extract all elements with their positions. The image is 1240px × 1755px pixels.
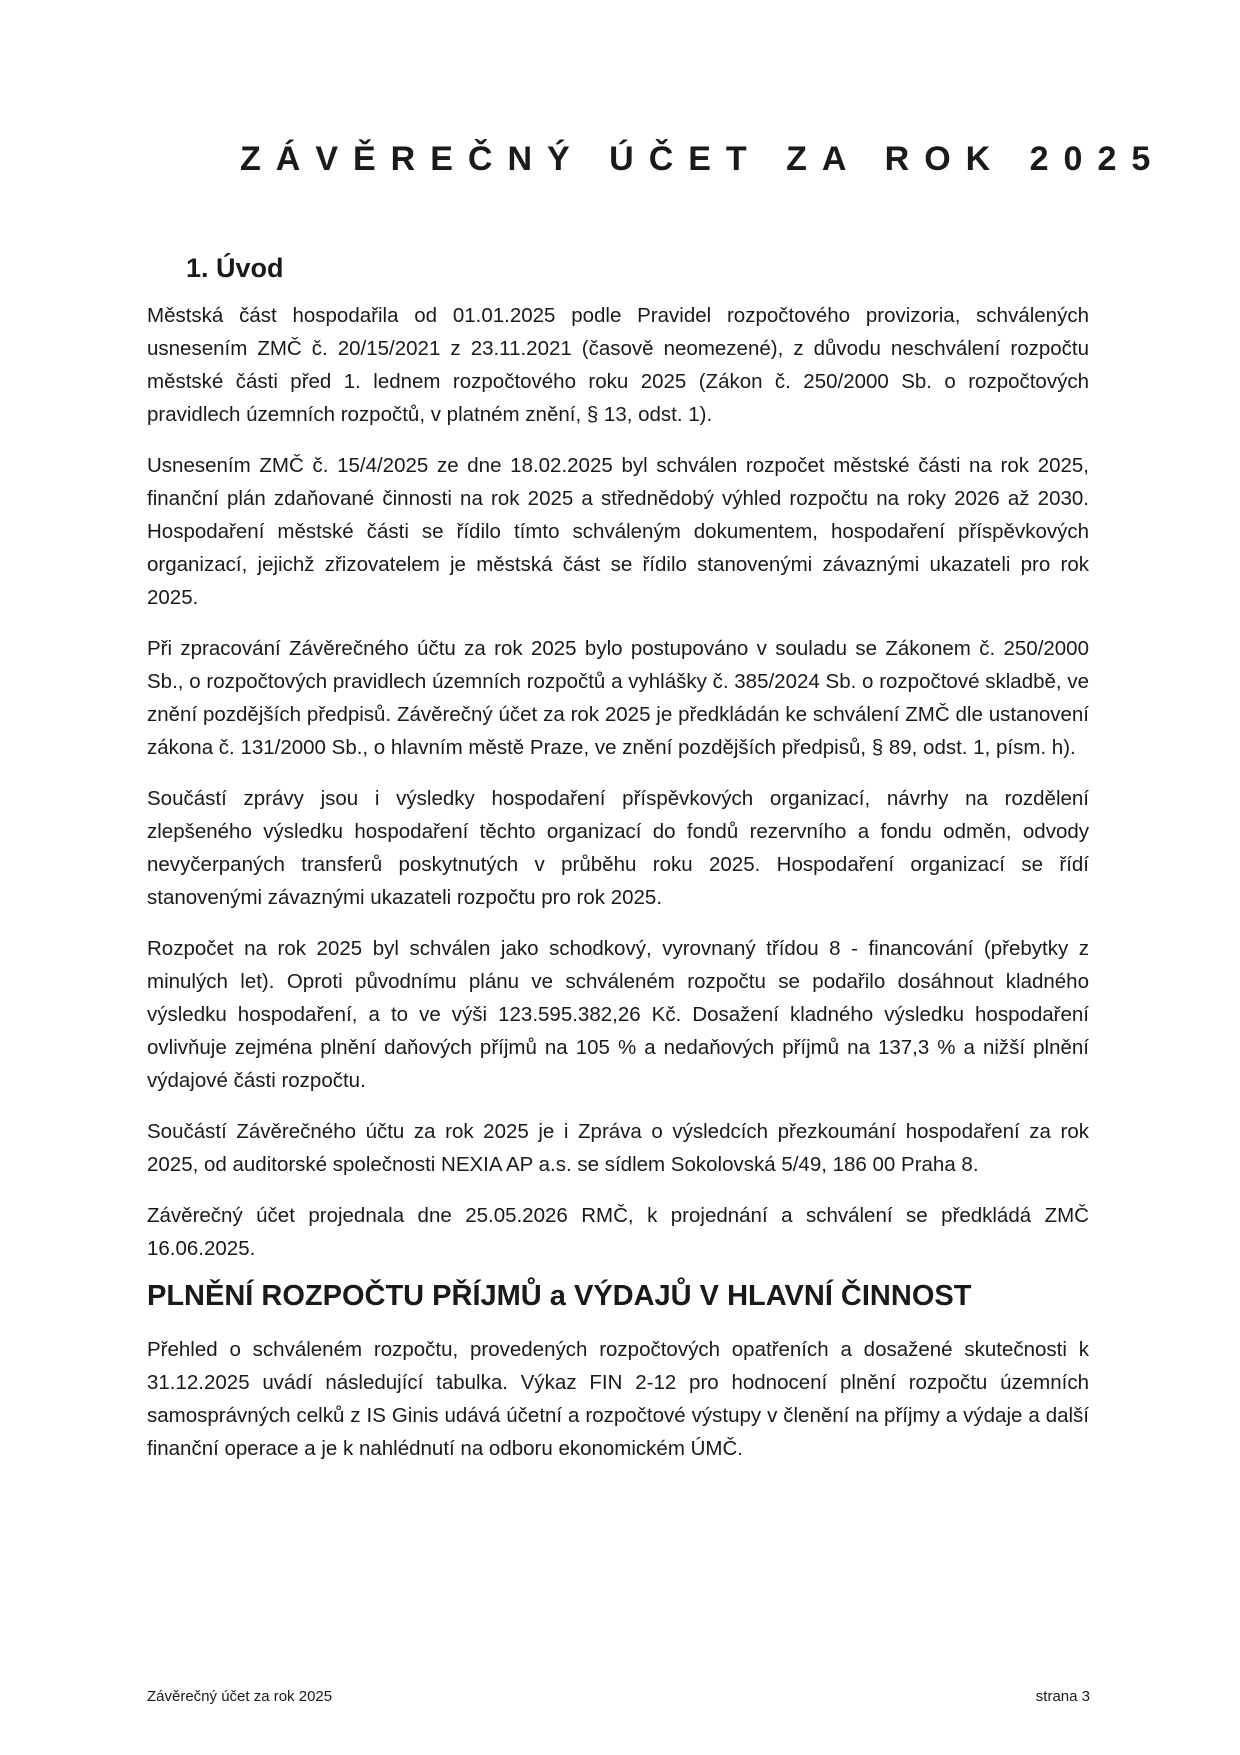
intro-body bbox=[147, 299, 1089, 1283]
paragraph: Součástí Závěrečného účtu za rok 2025 je i Zpráva o výsledcích přezkoumání hospodaření za rok 2025, od auditorské společnosti NEXIA AP a.s. se sídlem Sokolovská 5/49, 186 00 Praha 8. bbox=[147, 1120, 1089, 1176]
footer-document-name: Závěrečný účet za rok 2025 bbox=[147, 1688, 333, 1705]
major-section-body bbox=[147, 1333, 1089, 1465]
document-title: ZÁVĚREČNÝ ÚČET ZA ROK 2025 bbox=[240, 140, 1166, 178]
footer-page-number: strana 3 bbox=[1035, 1688, 1090, 1705]
paragraph: Rozpočet na rok 2025 byl schválen jako schodkový, vyrovnaný třídou 8 - financování (přebytky z minulých let). Oproti původnímu plánu ve schváleném rozpočtu se podařilo dosáhnout kladného výsledku hospodaření, a to ve výši 123.595.382,26 Kč. Dosažení kladného výsledku hospodaření ovlivňuje zejména plnění daňových příjmů na 105 % a nedaňových příjmů na 137,3 % a nižší plnění výdajové části rozpočtu. bbox=[147, 937, 1089, 1092]
section-heading-intro: 1. Úvod bbox=[186, 253, 284, 283]
paragraph: Přehled o schváleném rozpočtu, provedených rozpočtových opatřeních a dosažené skutečnosti k 31.12.2025 uvádí následující tabulka. Výkaz FIN 2-12 pro hodnocení plnění rozpočtu územních samosprávných celků z IS Ginis udává účetní a rozpočtové výstupy v členění na příjmy a výdaje a další finanční operace a je k nahlédnutí na odboru ekonomickém ÚMČ. bbox=[147, 1338, 1089, 1460]
paragraph: Závěrečný účet projednala dne 25.05.2026 RMČ, k projednání a schválení se předkládá ZMČ 16.06.2025. bbox=[147, 1204, 1089, 1260]
paragraph: Při zpracování Závěrečného účtu za rok 2025 bylo postupováno v souladu se Zákonem č. 250/2000 Sb., o rozpočtových pravidlech územních rozpočtů a vyhlášky č. 385/2024 Sb. o rozpočtové skladbě, ve znění pozdějších předpisů. Závěrečný účet za rok 2025 je předkládán ke schválení ZMČ dle ustanovení zákona č. 131/2000 Sb., o hlavním městě Praze, ve znění pozdějších předpisů, § 89, odst. 1, písm. h). bbox=[147, 637, 1089, 759]
paragraph: Součástí zprávy jsou i výsledky hospodaření příspěvkových organizací, návrhy na rozdělení zlepšeného výsledku hospodaření těchto organizací do fondů rezervního a fondu odměn, odvody nevyčerpaných transferů poskytnutých v průběhu roku 2025. Hospodaření organizací se řídí stanovenými závaznými ukazateli rozpočtu pro rok 2025. bbox=[147, 787, 1089, 909]
paragraph: Městská část hospodařila od 01.01.2025 podle Pravidel rozpočtového provizoria, schválených usnesením ZMČ č. 20/15/2021 z 23.11.2021 (časově neomezené), z důvodu neschválení rozpočtu městské části před 1. lednem rozpočtového roku 2025 (Zákon č. 250/2000 Sb. o rozpočtových pravidlech územních rozpočtů, v platném znění, § 13, odst. 1). bbox=[147, 304, 1089, 426]
paragraph: Usnesením ZMČ č. 15/4/2025 ze dne 18.02.2025 byl schválen rozpočet městské části na rok 2025, finanční plán zdaňované činnosti na rok 2025 a střednědobý výhled rozpočtu na roky 2026 až 2030. Hospodaření městské části se řídilo tímto schváleným dokumentem, hospodaření příspěvkových organizací, jejichž zřizovatelem je městská část se řídilo stanovenými závaznými ukazateli pro rok 2025. bbox=[147, 454, 1089, 609]
major-section-heading: PLNĚNÍ ROZPOČTU PŘÍJMŮ a VÝDAJŮ V HLAVNÍ ČINNOST bbox=[147, 1280, 972, 1312]
